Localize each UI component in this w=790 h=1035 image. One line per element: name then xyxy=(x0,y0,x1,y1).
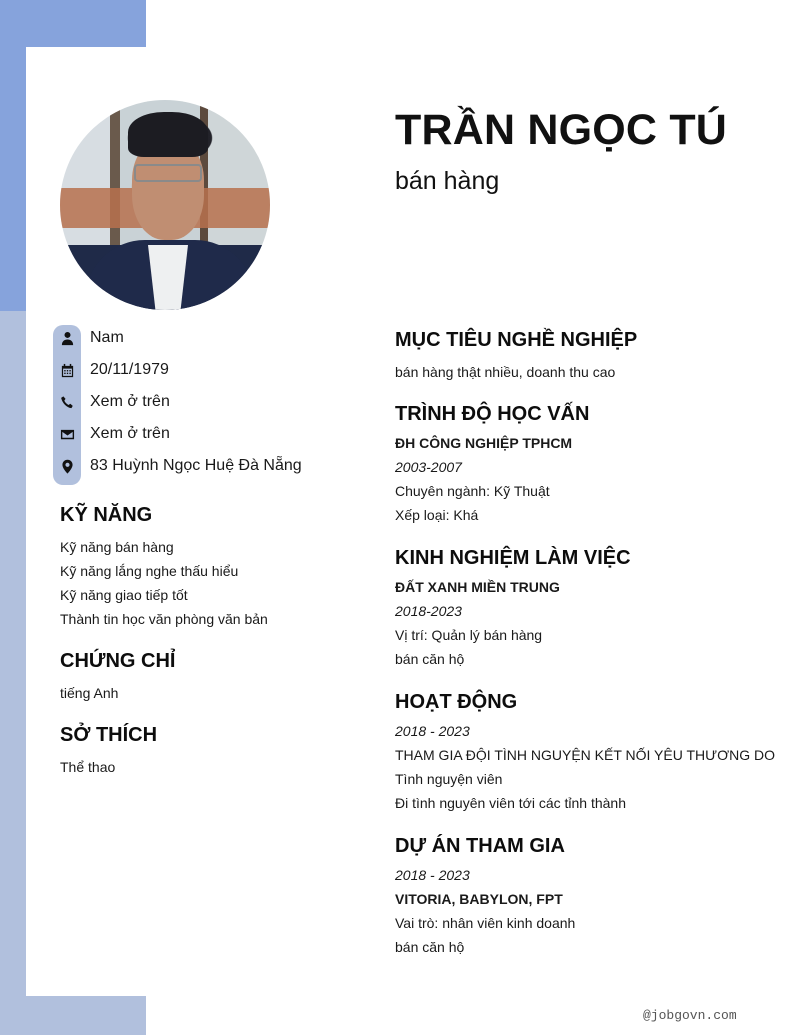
gender-value: Nam xyxy=(90,329,124,346)
contact-phone xyxy=(53,386,302,418)
person-icon xyxy=(53,322,81,354)
decorative-top-block xyxy=(0,0,146,47)
projects-name: VITORIA, BABYLON, FPT xyxy=(395,891,563,907)
projects-heading: DỰ ÁN THAM GIA xyxy=(395,835,565,857)
skills-heading: KỸ NĂNG xyxy=(60,504,153,526)
experience-period: 2018-2023 xyxy=(395,603,462,619)
mail-icon xyxy=(53,418,81,450)
address-value: 83 Huỳnh Ngọc Huệ Đà Nẵng xyxy=(90,457,302,474)
email-value: Xem ở trên xyxy=(90,425,170,442)
certificate-item: tiếng Anh xyxy=(60,685,119,701)
certificates-section xyxy=(60,648,360,705)
education-period: 2003-2007 xyxy=(395,459,462,475)
activities-description: Đi tình nguyên viên tới các tỉnh thành xyxy=(395,795,626,811)
objective-heading: MỤC TIÊU NGHỀ NGHIỆP xyxy=(395,329,638,351)
hobbies-heading: SỞ THÍCH xyxy=(60,724,158,746)
experience-description: bán căn hộ xyxy=(395,651,465,667)
activities-section xyxy=(395,689,775,815)
hobbies-section xyxy=(60,722,360,779)
decorative-left-strip-dark xyxy=(0,47,26,311)
education-school: ĐH CÔNG NGHIỆP TPHCM xyxy=(395,435,573,451)
birthday-value: 20/11/1979 xyxy=(90,361,169,378)
education-heading: TRÌNH ĐỘ HỌC VẤN xyxy=(395,403,590,425)
contact-email xyxy=(53,418,302,450)
education-major: Chuyên ngành: Kỹ Thuật xyxy=(395,483,550,499)
photo-hair xyxy=(128,112,208,157)
location-pin-icon xyxy=(53,450,81,482)
phone-value: Xem ở trên xyxy=(90,393,170,410)
skill-item: Kỹ năng giao tiếp tốt xyxy=(60,587,188,603)
contact-gender xyxy=(53,322,302,354)
decorative-left-strip-light xyxy=(0,311,26,996)
phone-icon xyxy=(53,386,81,418)
objective-text: bán hàng thật nhiều, doanh thu cao xyxy=(395,364,616,380)
certificates-heading: CHỨNG CHỈ xyxy=(60,650,176,672)
experience-section xyxy=(395,545,775,671)
activities-organization: THAM GIA ĐỘI TÌNH NGUYỆN KẾT NỐI YÊU THƯƠNG DO xyxy=(395,747,775,763)
skill-item: Kỹ năng bán hàng xyxy=(60,539,174,555)
calendar-icon xyxy=(53,354,81,386)
skill-item: Thành tin học văn phòng văn bản xyxy=(60,611,268,627)
hobby-item: Thể thao xyxy=(60,759,116,775)
skill-item: Kỹ năng lắng nghe thấu hiểu xyxy=(60,563,239,579)
activities-role: Tình nguyện viên xyxy=(395,771,503,787)
education-grade: Xếp loại: Khá xyxy=(395,507,479,523)
contact-address xyxy=(53,450,302,482)
experience-position: Vị trí: Quản lý bán hàng xyxy=(395,627,543,643)
projects-section xyxy=(395,833,775,959)
activities-heading: HOẠT ĐỘNG xyxy=(395,691,518,713)
education-section xyxy=(395,401,775,527)
watermark: @jobgovn.com xyxy=(643,1008,737,1023)
profile-photo xyxy=(60,100,270,310)
job-title: bán hàng xyxy=(395,167,500,195)
photo-glasses xyxy=(134,164,202,182)
skills-section xyxy=(60,502,360,631)
decorative-bottom-block xyxy=(0,996,146,1035)
contact-info-list xyxy=(53,322,302,482)
activities-period: 2018 - 2023 xyxy=(395,723,470,739)
projects-role: Vai trò: nhân viên kinh doanh xyxy=(395,915,576,931)
projects-period: 2018 - 2023 xyxy=(395,867,470,883)
projects-description: bán căn hộ xyxy=(395,939,465,955)
candidate-name: TRẦN NGỌC TÚ xyxy=(395,106,728,154)
objective-section xyxy=(395,327,775,384)
experience-company: ĐẤT XANH MIỀN TRUNG xyxy=(395,579,560,595)
contact-birthday xyxy=(53,354,302,386)
experience-heading: KINH NGHIỆM LÀM VIỆC xyxy=(395,547,631,569)
